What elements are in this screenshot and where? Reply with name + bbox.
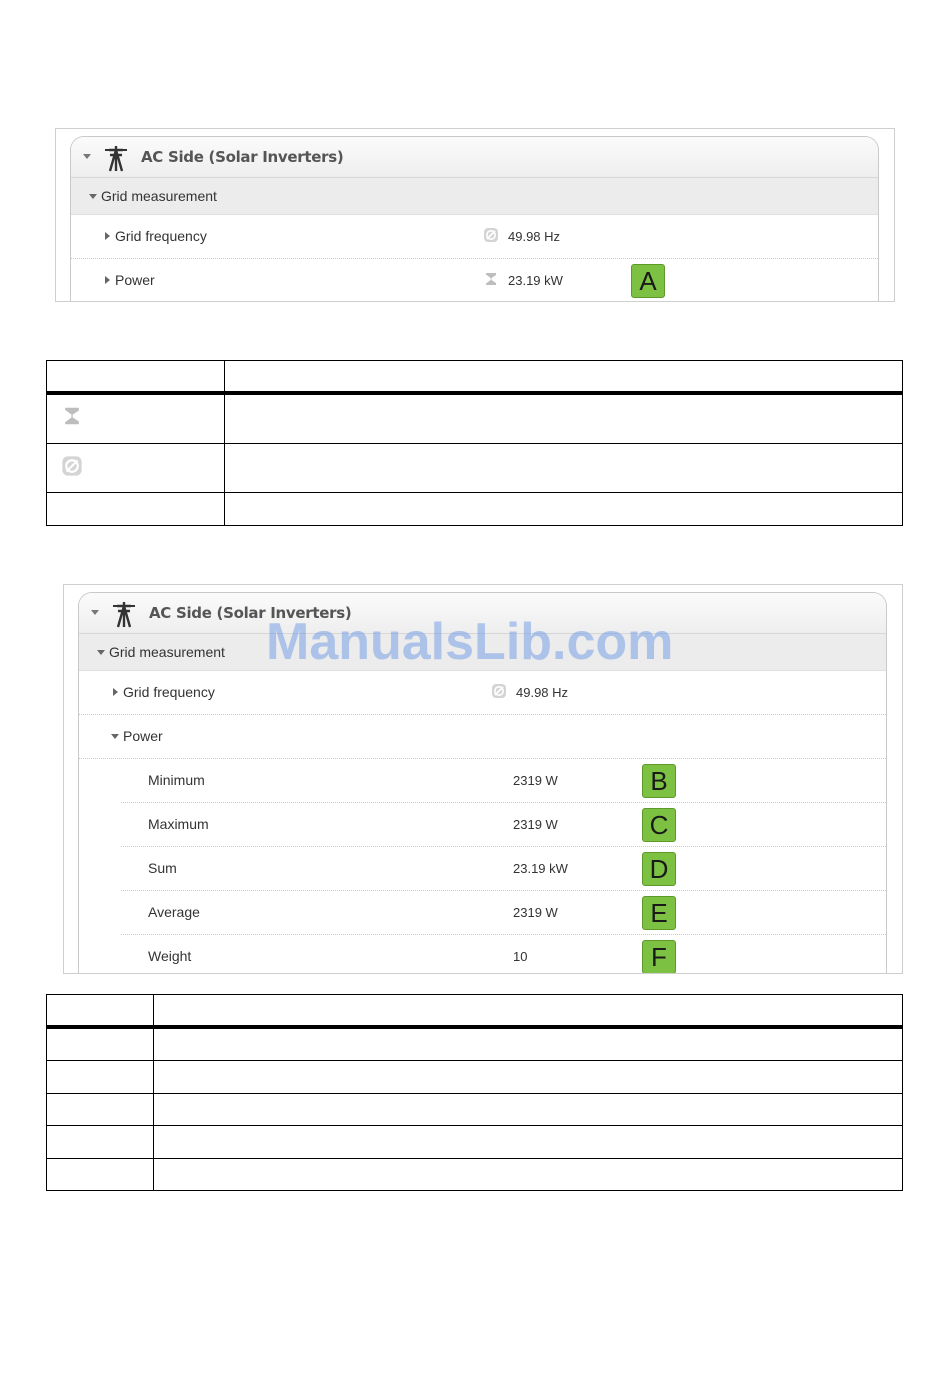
row-label: Grid frequency [115, 228, 207, 244]
group-label: Grid measurement [101, 188, 217, 204]
header-rule [47, 1025, 902, 1029]
table-row [47, 492, 902, 493]
row-grid-frequency[interactable] [79, 671, 886, 715]
power-pylon-icon [109, 599, 139, 629]
row-value: 2319 W [513, 773, 558, 788]
badge-f: F [642, 940, 676, 974]
row-power[interactable] [71, 259, 878, 302]
table-row [47, 1125, 902, 1126]
expand-arrow-icon[interactable] [105, 276, 110, 284]
panel-title: AC Side (Solar Inverters) [149, 604, 352, 622]
watermark: ManualsLib.com [266, 613, 674, 671]
badge-b: B [642, 764, 676, 798]
row-label: Minimum [148, 772, 205, 788]
row-label: Power [123, 728, 163, 744]
no-value-icon [61, 455, 83, 477]
sum-icon [61, 405, 83, 427]
row-value: 49.98 Hz [508, 229, 561, 244]
sum-icon [483, 271, 499, 287]
icon-legend-table [46, 360, 903, 526]
header-rule [47, 391, 902, 395]
collapse-arrow-icon[interactable] [91, 610, 99, 615]
expand-arrow-icon[interactable] [113, 688, 118, 696]
row-value: 2319 W [513, 817, 558, 832]
table-row [47, 1060, 902, 1061]
no-value-icon [491, 683, 507, 699]
row-power-average [121, 891, 886, 935]
row-value: 49.98 Hz [516, 685, 569, 700]
column-divider [153, 995, 154, 1190]
row-power-maximum [121, 803, 886, 847]
row-value: 23.19 kW [513, 861, 568, 876]
expanded-arrow-icon[interactable] [89, 194, 97, 199]
collapse-arrow-icon[interactable] [83, 154, 91, 159]
expand-arrow-icon[interactable] [105, 232, 110, 240]
row-label: Grid frequency [123, 684, 215, 700]
row-power-minimum [121, 759, 886, 803]
badge-c: C [642, 808, 676, 842]
row-value: 10 [513, 949, 528, 964]
ac-side-panel [70, 136, 879, 302]
badge-e: E [642, 896, 676, 930]
badge-d: D [642, 852, 676, 886]
column-divider [224, 361, 225, 525]
badge-a: A [631, 264, 665, 298]
row-value: 23.19 kW [508, 273, 563, 288]
expanded-arrow-icon[interactable] [97, 650, 105, 655]
top-screenshot [55, 128, 895, 302]
expanded-arrow-icon[interactable] [111, 734, 119, 739]
row-label: Sum [148, 860, 177, 876]
group-grid-measurement[interactable] [71, 178, 878, 215]
table-row [47, 443, 902, 444]
row-label: Weight [148, 948, 192, 964]
power-pylon-icon [101, 143, 131, 173]
no-value-icon [483, 227, 499, 243]
row-power[interactable] [79, 715, 886, 759]
row-label: Average [148, 904, 200, 920]
row-power-weight [121, 935, 886, 974]
table-row [47, 1158, 902, 1159]
table-row [47, 1093, 902, 1094]
row-power-sum [121, 847, 886, 891]
group-label: Grid measurement [109, 644, 225, 660]
badge-legend-table [46, 994, 903, 1191]
panel-header[interactable] [71, 137, 878, 178]
row-label: Power [115, 272, 155, 288]
row-label: Maximum [148, 816, 209, 832]
row-value: 2319 W [513, 905, 558, 920]
row-grid-frequency[interactable] [71, 215, 878, 259]
panel-title: AC Side (Solar Inverters) [141, 148, 344, 166]
